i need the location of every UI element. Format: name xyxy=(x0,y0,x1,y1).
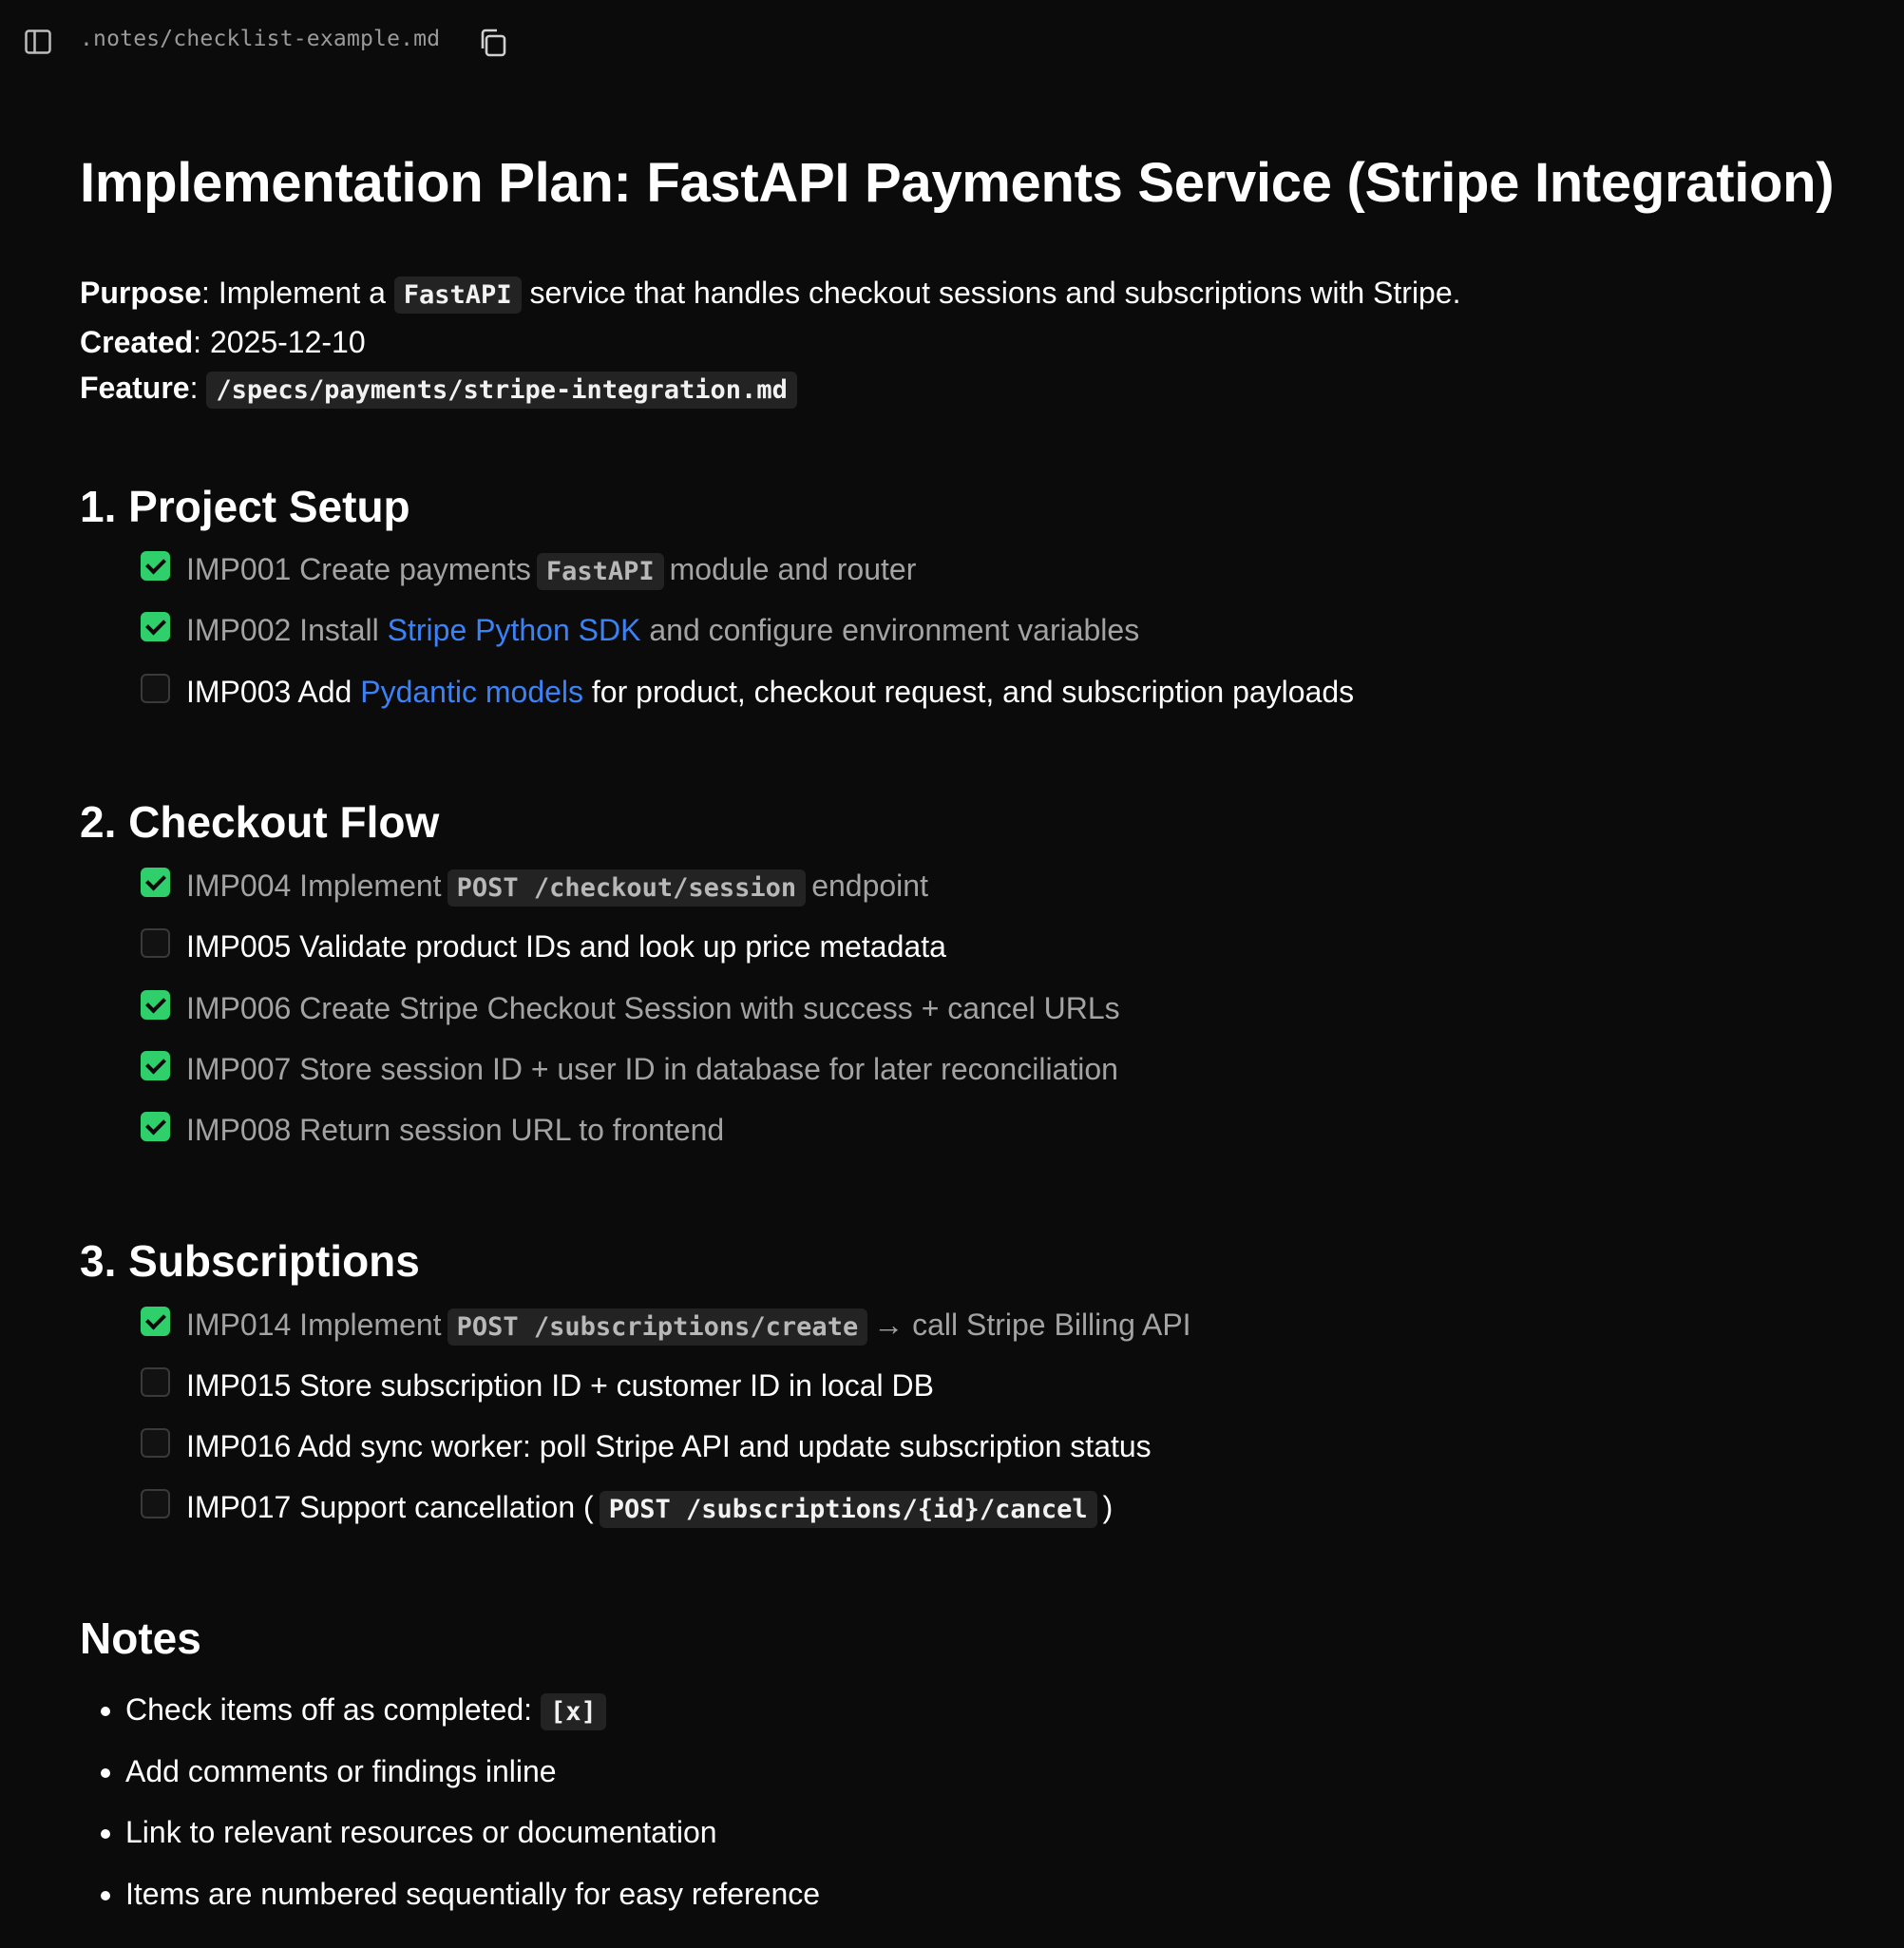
notes-heading: Notes xyxy=(80,1614,201,1664)
inline-code: FastAPI xyxy=(537,553,664,590)
task-text: IMP007 Store session ID + user ID in database for later reconciliation xyxy=(186,1051,1118,1086)
checkbox-unchecked[interactable] xyxy=(141,928,170,958)
task-text: IMP008 Return session URL to frontend xyxy=(186,1113,725,1148)
task-item xyxy=(141,978,1866,1039)
task-text: IMP006 Create Stripe Checkout Session with success + cancel URLs xyxy=(186,990,1120,1025)
file-path: .notes/checklist-example.md xyxy=(80,27,441,51)
task-list xyxy=(80,540,1866,723)
section-heading: 1. Project Setup xyxy=(80,481,410,531)
task-link[interactable]: Pydantic models xyxy=(360,674,584,709)
task-list xyxy=(80,1294,1866,1538)
task-item xyxy=(141,917,1866,978)
purpose-code: FastAPI xyxy=(394,277,522,314)
inline-code: [x] xyxy=(541,1693,606,1730)
note-item: • Link to relevant resources or documentation xyxy=(125,1802,1866,1863)
checkbox-unchecked[interactable] xyxy=(141,1428,170,1458)
note-item: • Check items off as completed: [x] xyxy=(125,1679,1866,1741)
task-item xyxy=(141,855,1866,916)
inline-code: POST /subscriptions/{id}/cancel xyxy=(600,1491,1097,1528)
task-text: IMP017 Support cancellation ( POST /subscriptions/{id}/cancel ) xyxy=(186,1490,1113,1525)
task-item xyxy=(141,1478,1866,1538)
task-text: IMP016 Add sync worker: poll Stripe API and update subscription status xyxy=(186,1429,1152,1464)
checkbox-checked[interactable] xyxy=(141,612,170,641)
task-text: IMP005 Validate product IDs and look up price metadata xyxy=(186,929,946,964)
task-item xyxy=(141,540,1866,601)
section-heading: 3. Subscriptions xyxy=(80,1235,420,1286)
created-line: Created: 2025-12-10 xyxy=(80,324,366,359)
checkbox-checked[interactable] xyxy=(141,868,170,897)
purpose-text: Implement a xyxy=(218,276,386,310)
task-item xyxy=(141,1294,1866,1355)
task-list xyxy=(80,855,1866,1160)
inline-code: POST /checkout/session xyxy=(447,869,807,907)
top-bar xyxy=(0,0,1904,84)
checkbox-checked[interactable] xyxy=(141,1112,170,1141)
task-item xyxy=(141,1355,1866,1416)
section-heading: 2. Checkout Flow xyxy=(80,797,440,848)
note-item: • Items are numbered sequentially for easy reference xyxy=(125,1863,1866,1925)
checkbox-unchecked[interactable] xyxy=(141,1367,170,1397)
checkbox-unchecked[interactable] xyxy=(141,674,170,703)
section-1 xyxy=(80,473,1866,723)
notes-section xyxy=(80,1605,1866,1924)
checkbox-checked[interactable] xyxy=(141,551,170,581)
checkbox-checked[interactable] xyxy=(141,1307,170,1336)
checkbox-unchecked[interactable] xyxy=(141,1489,170,1518)
purpose-label: Purpose xyxy=(80,276,202,310)
task-item xyxy=(141,1100,1866,1161)
task-text: IMP004 Implement POST /checkout/session endpoint xyxy=(186,869,928,904)
task-link[interactable]: Stripe Python SDK xyxy=(387,613,641,648)
task-text: IMP015 Store subscription ID + customer ID in local DB xyxy=(186,1367,934,1403)
task-text: IMP001 Create payments FastAPI module and router xyxy=(186,552,916,587)
sidebar-toggle-icon[interactable] xyxy=(25,29,51,54)
task-item xyxy=(141,601,1866,661)
feature-label: Feature xyxy=(80,371,190,405)
purpose-line: Purpose: Implement a FastAPI service that handles checkout sessions and subscriptions with Stripe. xyxy=(80,270,1866,319)
note-item: • Add comments or findings inline xyxy=(125,1741,1866,1803)
task-text: IMP002 Install Stripe Python SDK and configure environment variables xyxy=(186,613,1140,648)
section-3 xyxy=(80,1228,1866,1538)
created-label: Created xyxy=(80,324,194,359)
document xyxy=(80,143,1866,1924)
checkbox-checked[interactable] xyxy=(141,990,170,1020)
page-title: Implementation Plan: FastAPI Payments Service (Stripe Integration) xyxy=(80,152,1835,214)
task-item xyxy=(141,1039,1866,1099)
task-item xyxy=(141,661,1866,722)
feature-path: /specs/payments/stripe-integration.md xyxy=(206,372,796,409)
task-text: IMP014 Implement POST /subscriptions/create → call Stripe Billing API xyxy=(186,1308,1191,1343)
copy-icon[interactable] xyxy=(477,27,509,59)
purpose-text-end: service that handles checkout sessions and subscriptions with Stripe. xyxy=(529,276,1461,310)
notes-list xyxy=(80,1679,1866,1924)
feature-line: Feature: /specs/payments/stripe-integration.md xyxy=(80,365,1866,414)
document-meta xyxy=(80,270,1866,414)
checkbox-checked[interactable] xyxy=(141,1051,170,1080)
created-value: 2025-12-10 xyxy=(209,324,366,359)
task-text: IMP003 Add Pydantic models for product, checkout request, and subscription payloads xyxy=(186,674,1355,709)
section-2 xyxy=(80,789,1866,1160)
inline-code: POST /subscriptions/create xyxy=(447,1308,868,1346)
task-item xyxy=(141,1416,1866,1477)
